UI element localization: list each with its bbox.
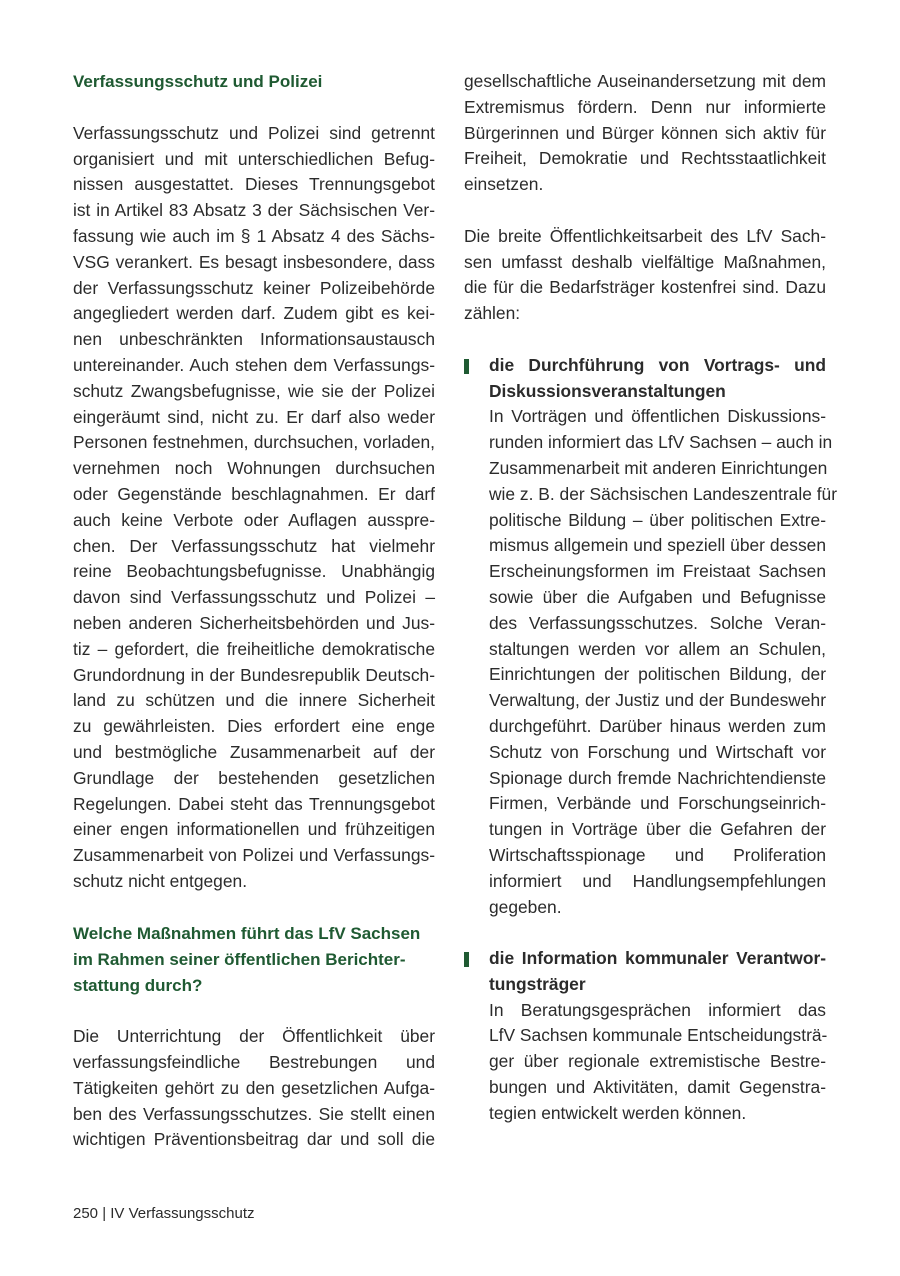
paragraph-auseinandersetzung (464, 69, 826, 198)
text-line: reine Beobachtungsbefugnisse. Unabhängig (73, 561, 435, 582)
text-line: eingeräumt sind, nicht zu. Er darf also weder (73, 406, 435, 427)
text-line: untereinander. Auch stehen dem Verfassungs- (73, 354, 435, 375)
list-item-vortraege (464, 353, 837, 921)
text-line: Tätigkeiten gehört zu den gesetzlichen Aufga- (73, 1077, 435, 1098)
text-line: der Verfassungsschutz keiner Polizeibehörde (73, 277, 435, 298)
text-line: zählen: (464, 303, 521, 324)
text-line: sowie über die Aufgaben und Befugnisse (489, 586, 826, 607)
text-line: Grundlage der bestehenden gesetzlichen (73, 767, 435, 788)
text-line: Verfassungsschutz und Polizei sind getrennt (73, 122, 435, 143)
text-line: Bürgerinnen und Bürger können sich aktiv für (464, 122, 826, 143)
text-line: Schutz von Forschung und Wirtschaft vor (489, 741, 826, 762)
text-line: Diskussionsveranstaltungen (489, 380, 726, 401)
page-footer: 250 | IV Verfassungsschutz (73, 1205, 255, 1222)
list-item-kommunale-verantwortungstraeger (464, 946, 826, 1127)
text-line: nen unbeschränkten Informationsaustausch (73, 329, 435, 350)
text-line: ben des Verfassungsschutzes. Sie stellt einen (73, 1103, 435, 1124)
text-line: zu gewährleisten. Dies erfordert eine enge (73, 716, 435, 737)
list-item-title (489, 946, 826, 998)
text-line: auch keine Verbote oder Auflagen ausspre- (73, 509, 435, 530)
text-line: einsetzen. (464, 174, 544, 195)
text-line: LfV Sachsen kommunale Entscheidungsträ- (489, 1025, 828, 1046)
text-line: Extremismus fördern. Denn nur informierte (464, 96, 826, 117)
text-line: des Verfassungsschutzes. Solche Veran- (489, 612, 826, 633)
text-line: die für die Bedarfsträger kostenfrei sind. Dazu (464, 277, 826, 298)
left-column (73, 69, 435, 1153)
text-line: tegien entwickelt werden können. (489, 1102, 747, 1123)
text-line: tungsträger (489, 973, 586, 994)
text-line: vernehmen noch Wohnungen durchsuchen (73, 458, 435, 479)
text-line: bungen und Aktivitäten, damit Gegenstra- (489, 1077, 826, 1098)
bullet-marker-icon (464, 952, 469, 967)
text-line: wichtigen Präventionsbeitrag dar und soll die (73, 1129, 435, 1150)
text-line: fassung wie auch im § 1 Absatz 4 des Sächs- (73, 225, 435, 246)
text-line: die Information kommunaler Verantwor- (489, 948, 826, 969)
text-line: Welche Maßnahmen führt das LfV Sachsen (73, 923, 421, 943)
text-line: informiert und Handlungsempfehlungen (489, 870, 826, 891)
text-line: wie z. B. der Sächsischen Landeszentrale für (489, 483, 837, 504)
text-line: Spionage durch fremde Nachrichtendienste (489, 767, 826, 788)
text-line: Wirtschaftsspionage und Proliferation (489, 844, 826, 865)
text-line: sen umfasst deshalb vielfältige Maßnahmen, (464, 251, 826, 272)
text-line: ger über regionale extremistische Bestre- (489, 1051, 826, 1072)
text-line: Zusammenarbeit mit anderen Einrichtungen (489, 457, 828, 478)
text-line: stattung durch? (73, 975, 203, 995)
text-line: tiz – gefordert, die freiheitliche demokratische (73, 638, 435, 659)
text-line: oder Gegenstände beschlagnahmen. Er darf (73, 483, 435, 504)
text-line: die Durchführung von Vortrags- und (489, 354, 826, 375)
text-line: neben anderen Sicherheitsbehörden und Jus- (73, 612, 435, 633)
section-heading-verfassungsschutz-polizei: Verfassungsschutz und Polizei (73, 72, 323, 91)
text-line: davon sind Verfassungsschutz und Polizei – (73, 587, 435, 608)
text-line: und bestmögliche Zusammenarbeit auf der (73, 741, 435, 762)
text-line: Die Unterrichtung der Öffentlichkeit über (73, 1026, 435, 1047)
text-line: tungen in Vorträge über die Gefahren der (489, 819, 826, 840)
text-line: im Rahmen seiner öffentlichen Berichter- (73, 949, 406, 969)
text-line: staltungen werden vor allem an Schulen, (489, 638, 826, 659)
text-line: gegeben. (489, 896, 562, 917)
text-line: Freiheit, Demokratie und Rechtsstaatlichkeit (464, 148, 826, 169)
text-line: Zusammenarbeit von Polizei und Verfassungs- (73, 845, 435, 866)
right-column (464, 69, 837, 1127)
text-line: Personen festnehmen, durchsuchen, vorladen, (73, 432, 435, 453)
bullet-marker-icon (464, 359, 469, 374)
paragraph-oeffentlichkeitsarbeit (464, 224, 826, 327)
text-line: VSG verankert. Es besagt insbesondere, dass (73, 251, 435, 272)
text-line: Verwaltung, der Justiz und der Bundeswehr (489, 690, 826, 711)
text-line: gesellschaftliche Auseinandersetzung mit dem (464, 71, 826, 91)
text-line: mismus allgemein und speziell über dessen (489, 535, 826, 556)
text-line: politische Bildung – über politischen Extre- (489, 509, 826, 530)
paragraph-unterrichtung (73, 1024, 435, 1153)
text-line: chen. Der Verfassungsschutz hat vielmehr (73, 535, 435, 556)
text-line: land zu schützen und die innere Sicherheit (73, 690, 435, 711)
text-line: In Beratungsgesprächen informiert das (489, 999, 826, 1020)
text-line: durchgeführt. Darüber hinaus werden zum (489, 715, 826, 736)
text-line: Grundordnung in der Bundesrepublik Deutsch- (73, 664, 435, 685)
text-line: verfassungsfeindliche Bestrebungen und (73, 1052, 435, 1073)
text-line: runden informiert das LfV Sachsen – auch in (489, 432, 833, 453)
text-line: Regelungen. Dabei steht das Trennungsgebot (73, 793, 435, 814)
text-line: schutz Zwangsbefugnisse, wie sie der Polizei (73, 380, 435, 401)
list-item-body (489, 404, 837, 920)
text-line: schutz nicht entgegen. (73, 870, 248, 891)
text-line: Firmen, Verbände und Forschungseinrich- (489, 793, 826, 814)
list-item-body (489, 998, 826, 1127)
text-line: organisiert und mit unterschiedlichen Befug- (73, 148, 435, 169)
text-line: ist in Artikel 83 Absatz 3 der Sächsischen Ver- (73, 200, 435, 221)
text-line: Erscheinungsformen im Freistaat Sachsen (489, 561, 826, 582)
text-line: einer engen informationellen und frühzeitigen (73, 819, 435, 840)
text-line: nissen ausgestattet. Dieses Trennungsgebot (73, 174, 435, 195)
paragraph-trennungsgebot (73, 121, 435, 895)
text-line: In Vorträgen und öffentlichen Diskussions- (489, 406, 826, 427)
text-line: Die breite Öffentlichkeitsarbeit des LfV Sach- (464, 225, 826, 246)
list-item-title (489, 353, 826, 405)
text-line: angegliedert werden darf. Zudem gibt es kei- (73, 303, 435, 324)
section-heading-massnahmen (73, 921, 435, 999)
text-line: Einrichtungen der politischen Bildung, der (489, 664, 826, 685)
